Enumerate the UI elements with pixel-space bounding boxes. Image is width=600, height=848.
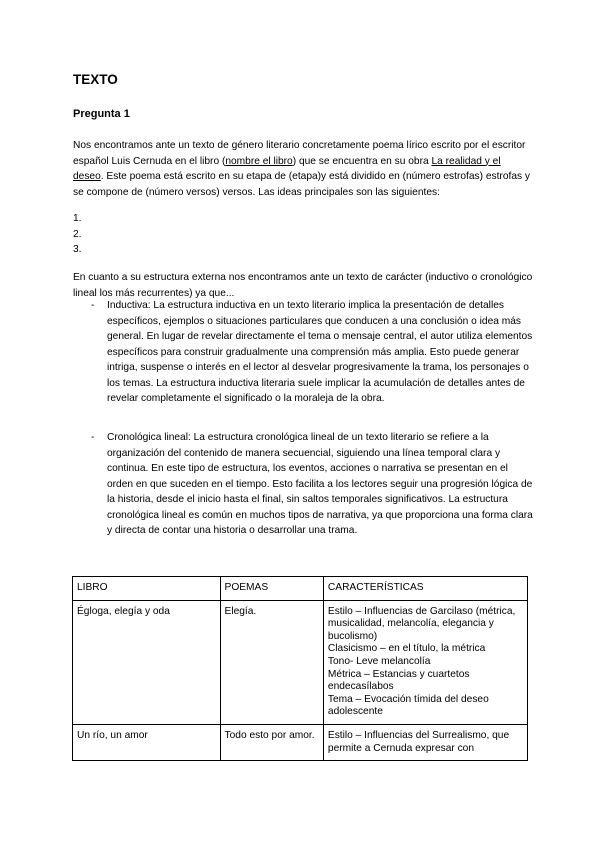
header-libro: LIBRO <box>73 577 221 601</box>
idea-item: 1. <box>73 213 82 224</box>
cell-caracteristicas <box>323 724 527 760</box>
intro-text-3: . Este poema está escrito en su etapa de (etapa)y está dividido en (número estrofas) estrofas y se compone de (número versos) versos. Las ideas principales son las siguientes: <box>73 171 530 198</box>
bullet-text: Inductiva: La estructura inductiva en un texto literario implica la presentación de detalles específicos, ejemplos o situaciones particulares que conducen a una conclusión o idea más general. En lugar de revelar directamente el tema o mensaje central, el autor utiliza elementos específicos para construir gradualmente una comprensión más amplia. Esto puede generar intriga, suspense o interés en el lector al desvelar progresivamente la trama, los personajes o los temas. La estructura inductiva literaria suele implicar la acumulación de detalles antes de revelar completamente el significado o la moraleja de la obra. <box>107 300 533 404</box>
cell-libro: Égloga, elegía y oda <box>73 600 221 724</box>
feature-line: Métrica – Estancias y cuartetos endecasílabos <box>327 668 470 693</box>
cell-poemas: Elegía. <box>220 600 323 724</box>
table-row <box>73 724 528 760</box>
feature-line: Tono- Leve melancolía <box>327 655 431 667</box>
table-row <box>73 600 528 724</box>
cell-poemas: Todo esto por amor. <box>220 724 323 760</box>
table-header-row <box>73 577 528 601</box>
idea-item: 3. <box>73 244 82 255</box>
bullet-cronologica <box>91 430 533 539</box>
intro-text-1: Nos encontramos ante un texto de género literario concretamente poema lírico escrito por el escritor español Luis Cernuda en el libro ( <box>73 140 526 167</box>
question-heading: Pregunta 1 <box>73 108 130 120</box>
bullet-dash: - <box>91 432 95 443</box>
books-table <box>72 576 528 761</box>
ideas-list <box>73 211 82 258</box>
document-title: TEXTO <box>73 72 118 87</box>
feature-line: Estilo – Influencias de Garcilaso (métrica, musicalidad, melancolía, elegancia y bucolismo) <box>327 605 516 642</box>
header-poemas: POEMAS <box>220 577 323 601</box>
feature-line: Tema – Evocación tímida del deseo adolescente <box>327 693 489 718</box>
bullet-text: Cronológica lineal: La estructura cronológica lineal de un texto literario se refiere a la organización del contenido de manera secuencial, siguiendo una línea temporal clara y continua. En este tipo de estructura, los eventos, acciones o narrativa se presentan en el orden en que suceden en el tiempo. Esto facilita a los lectores seguir una progresión lógica de la historia, desde el inicio hasta el final, sin saltos temporales significativos. La estructura cronológica lineal es común en muchos tipos de narrativa, ya que proporciona una forma clara y directa de contar una historia o desarrollar una trama. <box>107 432 533 536</box>
cell-libro: Un río, un amor <box>73 724 221 760</box>
bullet-inductiva <box>91 298 533 407</box>
cell-caracteristicas <box>323 600 527 724</box>
structure-intro-paragraph: En cuanto a su estructura externa nos encontramos ante un texto de carácter (inductivo o cronológico lineal los más recurrentes) ya que... <box>73 272 533 299</box>
bullet-dash: - <box>91 300 95 311</box>
feature-line: Estilo – Influencias del Surrealismo, que permite a Cernuda expresar con <box>327 729 510 754</box>
feature-line: Clasicismo – en el título, la métrica <box>327 643 486 655</box>
idea-item: 2. <box>73 228 82 240</box>
intro-text-2: ) que se encuentra en su obra <box>292 155 432 167</box>
intro-paragraph <box>73 138 533 200</box>
work-title-link[interactable]: La realidad y el deseo <box>73 155 501 182</box>
header-caracteristicas: CARACTERÍSTICAS <box>323 577 527 601</box>
book-name-placeholder-link[interactable]: nombre el libro <box>225 155 293 167</box>
